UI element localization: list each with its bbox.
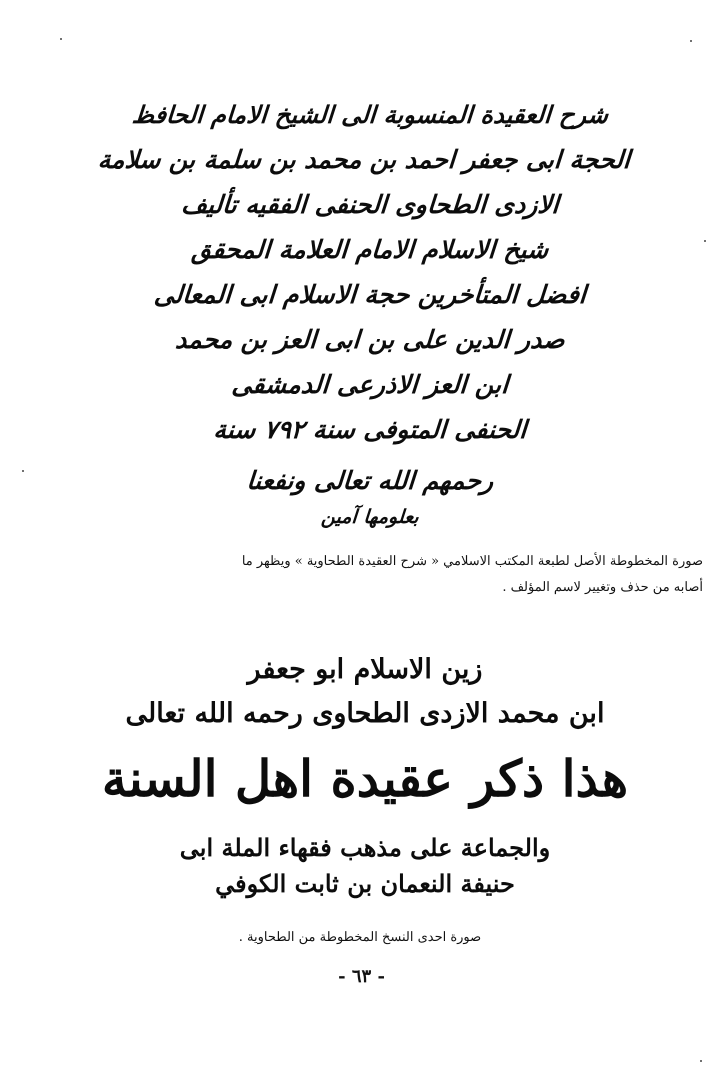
manuscript-line: بعلومها آمين (320, 506, 420, 528)
figure-caption-bottom (120, 925, 600, 951)
manuscript-line: الحجة ابى جعفر احمد بن محمد بن سلمة بن سلامة (96, 145, 632, 174)
scan-speck (700, 1060, 702, 1062)
manuscript-line: شيخ الاسلام الامام العلامة المحقق (190, 235, 550, 264)
manuscript-line: افضل المتأخرين حجة الاسلام ابى المعالى (153, 280, 587, 309)
manuscript-line: والجماعة على مذهب فقهاء الملة ابى (179, 833, 551, 862)
caption-line: صورة احدى النسخ المخطوطة من الطحاوية . (238, 930, 482, 945)
figure-caption-top (23, 549, 703, 601)
page-number: - ٦٣ - (338, 966, 385, 987)
manuscript-title-page-image (96, 92, 632, 531)
manuscript-heading-image (100, 648, 630, 902)
scan-speck (690, 40, 692, 42)
manuscript-heading-line: هذا ذكر عقيدة اهل السنة (101, 749, 629, 808)
caption-line: أصابه من حذف وتغيير لاسم المؤلف . (502, 580, 703, 595)
manuscript-line: الازدى الطحاوى الحنفى الفقيه تأليف (180, 190, 560, 219)
manuscript-line: شرح العقيدة المنسوبة الى الشيخ الامام الحافظ (130, 100, 610, 129)
scan-speck (22, 470, 24, 472)
manuscript-line: رحمهم الله تعالى ونفعنا (245, 466, 495, 495)
manuscript-line: زين الاسلام ابو جعفر (247, 654, 483, 685)
manuscript-line: الحنفى المتوفى سنة ٧٩٢ سنة (212, 415, 528, 444)
manuscript-line: صدر الدين على بن ابى العز بن محمد (174, 325, 566, 354)
scan-speck (704, 240, 706, 242)
manuscript-line: ابن محمد الازدى الطحاوى رحمه الله تعالى (125, 698, 605, 729)
caption-line: صورة المخطوطة الأصل لطبعة المكتب الاسلامي « شرح العقيدة الطحاوية » ويظهر ما (241, 554, 703, 569)
manuscript-line: ابن العز الاذرعى الدمشقى (230, 370, 510, 399)
manuscript-line: حنيفة النعمان بن ثابت الكوفي (215, 869, 515, 898)
scan-speck (60, 38, 62, 40)
